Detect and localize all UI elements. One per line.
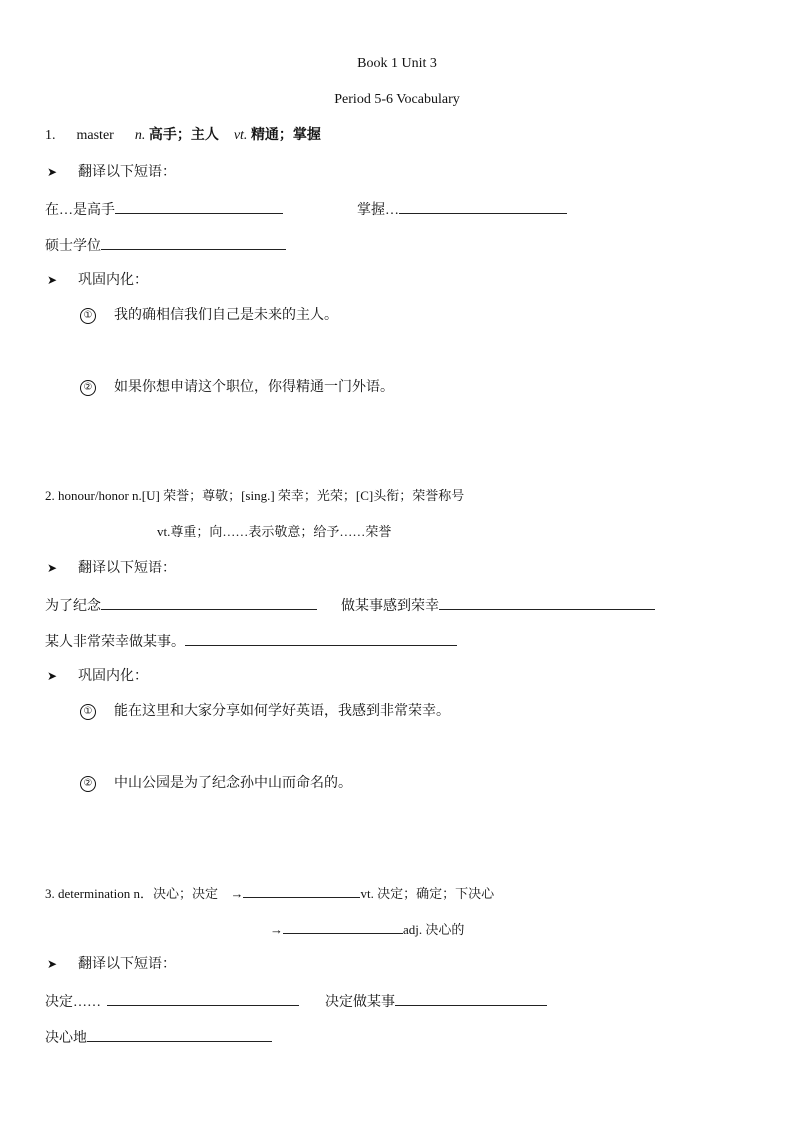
arrowhead-icon: ➤ [47, 561, 58, 575]
phrase-prompt: 做某事感到荣幸 [341, 599, 439, 614]
meaning: 高手；主人 [148, 128, 219, 143]
arrowhead-icon: ➤ [47, 957, 58, 971]
phrase-prompt: 决定做某事 [325, 995, 395, 1010]
phrase-line [325, 991, 547, 1012]
phrase-prompt: 决定…… [45, 995, 101, 1010]
circled-number: ② [80, 380, 96, 396]
vocab-item-1-heading [45, 127, 321, 145]
answer-blank[interactable] [283, 919, 403, 934]
circled-number: ② [80, 776, 96, 792]
practice-sentence: ① 能在这里和大家分享如何学好英语，我感到非常荣幸。 [80, 703, 450, 721]
meaning: 精通；掌握 [250, 128, 321, 143]
answer-blank[interactable] [107, 991, 299, 1006]
translate-heading: ➤ 翻译以下短语： [47, 957, 176, 972]
consolidate-heading: ➤ 巩固内化： [47, 669, 148, 684]
phrase-line [45, 199, 283, 220]
consolidate-heading: ➤ 巩固内化： [47, 273, 148, 288]
vocab-item-2-verb: vt.尊重；向……表示敬意；给予……荣誉 [157, 524, 392, 539]
part-of-speech: n. [134, 128, 146, 143]
answer-blank[interactable] [439, 595, 655, 610]
vocab-item-3-adj: → adj. 决心的 [270, 919, 464, 939]
circled-number: ① [80, 704, 96, 720]
phrase-line [341, 595, 655, 616]
phrase-prompt: 硕士学位 [45, 239, 101, 254]
practice-sentence: ② 如果你想申请这个职位，你得精通一门外语。 [80, 379, 394, 397]
phrase-line [357, 199, 567, 220]
arrow-icon: → [270, 922, 283, 937]
phrase-prompt: 在…是高手 [45, 203, 115, 218]
arrowhead-icon: ➤ [47, 273, 58, 287]
practice-sentence: ② 中山公园是为了纪念孙中山而命名的。 [80, 775, 352, 793]
answer-blank[interactable] [101, 595, 317, 610]
vocab-item-3-heading: 3. determination n．决心；决定 → vt. 决定；确定；下决心 [45, 883, 494, 903]
book-unit-title: Book 1 Unit 3 [357, 56, 437, 71]
arrowhead-icon: ➤ [47, 165, 58, 179]
phrase-line [45, 631, 457, 652]
phrase-line [45, 1027, 272, 1048]
circled-number: ① [80, 308, 96, 324]
phrase-line [45, 595, 317, 616]
phrase-prompt: 某人非常荣幸做某事。 [45, 635, 185, 650]
answer-blank[interactable] [115, 199, 283, 214]
vocab-word: master [76, 128, 114, 143]
phrase-prompt: 掌握… [357, 203, 399, 218]
answer-blank[interactable] [243, 883, 360, 898]
answer-blank[interactable] [399, 199, 567, 214]
item-number: 1. [45, 128, 56, 143]
phrase-line [45, 235, 286, 256]
arrowhead-icon: ➤ [47, 669, 58, 683]
answer-blank[interactable] [87, 1027, 272, 1042]
vocab-item-2-heading: 2. honour/honor n.[U] 荣誉；尊敬；[sing.] 荣幸；光荣；[C]头衔；荣誉称号 [45, 488, 465, 503]
phrase-line [45, 991, 299, 1012]
answer-blank[interactable] [395, 991, 547, 1006]
phrase-prompt: 决心地 [45, 1031, 87, 1046]
practice-sentence: ① 我的确相信我们自己是未来的主人。 [80, 307, 338, 325]
translate-heading: ➤ 翻译以下短语： [47, 561, 176, 576]
answer-blank[interactable] [101, 235, 286, 250]
part-of-speech: vt. [233, 128, 248, 143]
answer-blank[interactable] [185, 631, 457, 646]
arrow-icon: → [230, 886, 244, 901]
phrase-prompt: 为了纪念 [45, 599, 101, 614]
translate-heading: ➤ 翻译以下短语： [47, 165, 176, 180]
period-title: Period 5-6 Vocabulary [334, 92, 460, 107]
